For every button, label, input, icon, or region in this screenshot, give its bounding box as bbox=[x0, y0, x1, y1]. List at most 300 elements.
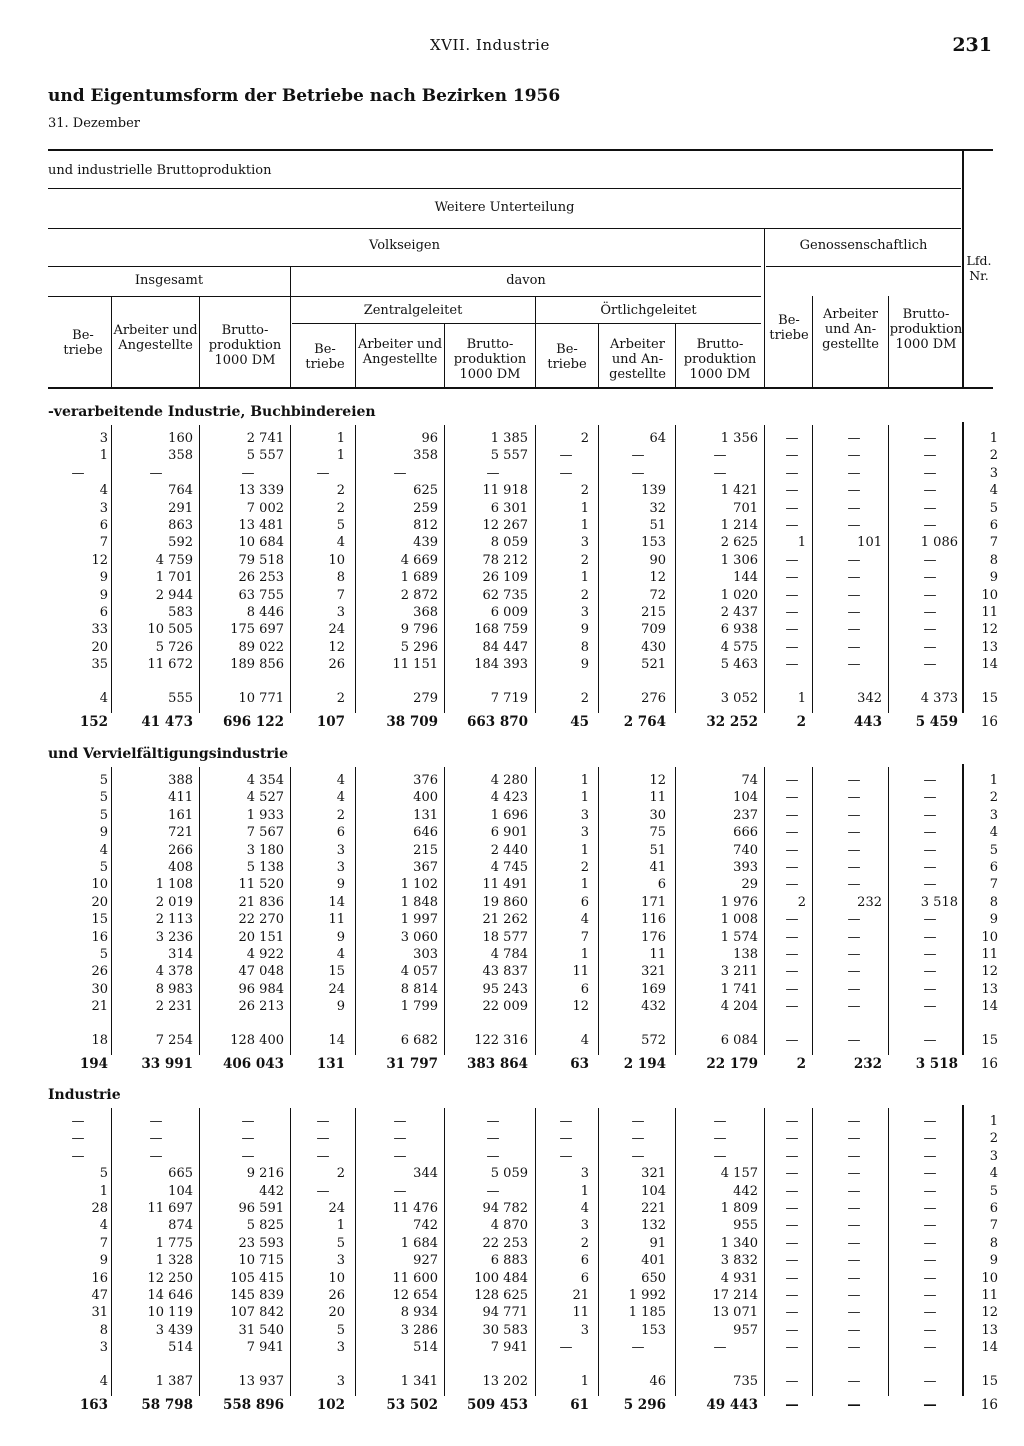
cell-genoss-betriebe: — bbox=[785, 947, 799, 962]
cell-brutto: 9 216 bbox=[246, 1166, 284, 1182]
cell-arbeiter: — bbox=[149, 1114, 163, 1129]
cell-oertlich-arbeiter: 116 bbox=[641, 912, 666, 928]
cell-genoss-brutto: — bbox=[923, 639, 937, 655]
cell-oertlich-arbeiter: 2 764 bbox=[623, 713, 666, 730]
cell-arbeiter: 514 bbox=[168, 1340, 193, 1356]
cell-genoss-betriebe: — bbox=[785, 657, 799, 673]
cell-genoss-brutto: — bbox=[923, 605, 937, 620]
header-rule-3 bbox=[48, 266, 761, 267]
cell-genoss-brutto: — bbox=[923, 1148, 937, 1164]
table-row bbox=[0, 946, 1024, 963]
cell-oertlich-arbeiter: 153 bbox=[641, 1322, 666, 1338]
cell-zentral-arbeiter: 2 872 bbox=[400, 587, 438, 603]
cell-zentral-arbeiter: — bbox=[393, 1148, 407, 1164]
cell-genoss-brutto: — bbox=[923, 999, 937, 1015]
cell-genoss-betriebe: — bbox=[785, 605, 799, 620]
cell-genoss-betriebe: — bbox=[785, 860, 799, 875]
cell-zentral-arbeiter: 38 709 bbox=[386, 713, 438, 730]
cell-genoss-betriebe: — bbox=[785, 1131, 799, 1147]
cell-genoss-brutto: 3 518 bbox=[920, 894, 958, 910]
cell-zentral-arbeiter: 1 799 bbox=[400, 999, 438, 1015]
cell-lfd-nr: 7 bbox=[989, 1218, 998, 1234]
cell-genoss-betriebe: — bbox=[785, 1288, 799, 1303]
cell-genoss-brutto: — bbox=[923, 518, 937, 533]
cell-lfd-nr: 5 bbox=[989, 500, 998, 516]
cell-betriebe: 5 bbox=[99, 1166, 108, 1182]
cell-betriebe: 16 bbox=[91, 1270, 108, 1286]
cell-betriebe: 6 bbox=[99, 518, 108, 533]
cell-brutto: 23 593 bbox=[238, 1235, 284, 1251]
cell-genoss-brutto: — bbox=[923, 1166, 937, 1182]
cell-lfd-nr: 8 bbox=[989, 552, 998, 568]
cell-oertlich-arbeiter: 75 bbox=[649, 825, 666, 841]
cell-arbeiter: 1 108 bbox=[155, 877, 193, 893]
cell-betriebe: 194 bbox=[79, 1055, 108, 1072]
cell-arbeiter: 2 019 bbox=[155, 894, 193, 910]
cell-brutto: 4 354 bbox=[246, 773, 284, 788]
cell-zentral-arbeiter: — bbox=[393, 1114, 407, 1129]
header-top-label: und industrielle Bruttoproduktion bbox=[48, 163, 272, 178]
cell-arbeiter: 583 bbox=[168, 605, 193, 620]
cell-genoss-betriebe: 1 bbox=[797, 690, 806, 706]
cell-oertlich-arbeiter: 521 bbox=[641, 657, 666, 673]
cell-genoss-brutto: — bbox=[923, 431, 937, 446]
cell-zentral-brutto: 4 280 bbox=[490, 773, 528, 788]
cell-betriebe: — bbox=[71, 1114, 85, 1129]
cell-zentral-brutto: 509 453 bbox=[466, 1396, 528, 1413]
cell-genoss-arbeiter: — bbox=[847, 947, 861, 962]
table-row bbox=[0, 1113, 1024, 1130]
cell-brutto: 1 933 bbox=[246, 807, 284, 823]
cell-oertlich-arbeiter: 650 bbox=[641, 1270, 666, 1286]
cell-oertlich-betriebe: 2 bbox=[580, 1235, 589, 1251]
cell-arbeiter: 863 bbox=[168, 518, 193, 533]
cell-genoss-betriebe: — bbox=[785, 1270, 799, 1286]
table-row bbox=[0, 859, 1024, 876]
table-row bbox=[0, 894, 1024, 911]
cell-oertlich-arbeiter: — bbox=[631, 448, 645, 464]
cell-genoss-betriebe: — bbox=[785, 431, 799, 446]
table-row bbox=[0, 963, 1024, 980]
cell-arbeiter: 8 983 bbox=[155, 981, 193, 997]
cell-arbeiter: 358 bbox=[168, 448, 193, 464]
cell-genoss-arbeiter: — bbox=[847, 825, 861, 841]
cell-lfd-nr: 10 bbox=[981, 929, 998, 945]
cell-lfd-nr: 10 bbox=[981, 1270, 998, 1286]
section-title-1: -verarbeitende Industrie, Buchbindereien bbox=[48, 404, 376, 420]
cell-genoss-brutto: — bbox=[923, 1235, 937, 1251]
table-row bbox=[0, 534, 1024, 551]
cell-oertlich-arbeiter: — bbox=[631, 1131, 645, 1147]
cell-oertlich-brutto: 22 179 bbox=[706, 1055, 758, 1072]
cell-oertlich-brutto: 1 340 bbox=[720, 1235, 758, 1251]
cell-genoss-brutto: — bbox=[923, 1270, 937, 1286]
cell-oertlich-arbeiter: — bbox=[631, 1148, 645, 1164]
cell-zentral-betriebe: 26 bbox=[328, 657, 345, 673]
cell-zentral-arbeiter: 376 bbox=[413, 773, 438, 788]
cell-betriebe: 31 bbox=[91, 1305, 108, 1321]
cell-brutto: 189 856 bbox=[230, 657, 284, 673]
cell-oertlich-arbeiter: — bbox=[631, 465, 645, 481]
cell-lfd-nr: 14 bbox=[981, 657, 998, 673]
cell-betriebe: 5 bbox=[99, 860, 108, 875]
cell-oertlich-betriebe: 2 bbox=[580, 860, 589, 875]
cell-arbeiter: 314 bbox=[168, 947, 193, 962]
cell-genoss-brutto: 5 459 bbox=[915, 713, 958, 730]
cell-zentral-betriebe: 15 bbox=[328, 964, 345, 980]
cell-zentral-arbeiter: — bbox=[393, 465, 407, 481]
cell-oertlich-brutto: 6 084 bbox=[720, 1032, 758, 1048]
cell-zentral-brutto: 6 009 bbox=[490, 605, 528, 620]
table-row bbox=[0, 1373, 1024, 1390]
cell-oertlich-arbeiter: 32 bbox=[649, 500, 666, 516]
cell-genoss-betriebe: 2 bbox=[796, 713, 806, 730]
cell-lfd-nr: 7 bbox=[989, 877, 998, 893]
cell-zentral-arbeiter: 8 934 bbox=[400, 1305, 438, 1321]
cell-genoss-arbeiter: — bbox=[847, 1166, 861, 1182]
cell-oertlich-arbeiter: 1 992 bbox=[628, 1288, 666, 1303]
cell-zentral-betriebe: 3 bbox=[336, 1373, 345, 1389]
cell-zentral-brutto: 6 301 bbox=[490, 500, 528, 516]
cell-genoss-brutto: — bbox=[923, 1032, 937, 1048]
cell-oertlich-brutto: 740 bbox=[733, 842, 758, 858]
cell-lfd-nr: 15 bbox=[981, 690, 998, 706]
page-date: 31. Dezember bbox=[48, 116, 141, 131]
table-row bbox=[0, 1148, 1024, 1165]
cell-oertlich-brutto: 442 bbox=[733, 1183, 758, 1199]
cell-zentral-brutto: 94 771 bbox=[482, 1305, 528, 1321]
cell-brutto: 107 842 bbox=[230, 1305, 284, 1321]
cell-zentral-arbeiter: 368 bbox=[413, 605, 438, 620]
cell-genoss-brutto: — bbox=[923, 1253, 937, 1269]
section-title-2: und Vervielfältigungsindustrie bbox=[48, 746, 288, 762]
cell-brutto: 13 937 bbox=[238, 1373, 284, 1389]
cell-zentral-betriebe: 4 bbox=[336, 535, 345, 551]
cell-arbeiter: 4 378 bbox=[155, 964, 193, 980]
header-genoss-brutto: Brutto- produktion 1000 DM bbox=[889, 307, 963, 352]
cell-genoss-arbeiter: — bbox=[847, 1396, 861, 1413]
cell-lfd-nr: 11 bbox=[981, 1288, 998, 1303]
cell-lfd-nr: 4 bbox=[989, 483, 998, 499]
cell-genoss-betriebe: — bbox=[785, 570, 799, 586]
cell-genoss-betriebe: — bbox=[785, 622, 799, 638]
cell-lfd-nr: 13 bbox=[981, 981, 998, 997]
cell-genoss-brutto: — bbox=[923, 448, 937, 464]
cell-genoss-arbeiter: — bbox=[847, 465, 861, 481]
table-row bbox=[0, 587, 1024, 604]
cell-genoss-betriebe: — bbox=[785, 964, 799, 980]
cell-betriebe: 10 bbox=[91, 877, 108, 893]
cell-oertlich-arbeiter: 30 bbox=[649, 807, 666, 823]
cell-oertlich-betriebe: — bbox=[559, 1114, 573, 1129]
cell-oertlich-brutto: 1 976 bbox=[720, 894, 758, 910]
table-row bbox=[0, 500, 1024, 517]
page-number: 231 bbox=[952, 34, 992, 56]
cell-genoss-arbeiter: — bbox=[847, 1148, 861, 1164]
header-zentral-arbeiter: Arbeiter und Angestellte bbox=[357, 337, 443, 367]
cell-zentral-betriebe: 4 bbox=[336, 790, 345, 806]
cell-zentral-arbeiter: 11 600 bbox=[392, 1270, 438, 1286]
cell-zentral-brutto: 30 583 bbox=[482, 1322, 528, 1338]
cell-brutto: 128 400 bbox=[230, 1032, 284, 1048]
cell-oertlich-brutto: 393 bbox=[733, 860, 758, 875]
cell-zentral-betriebe: 24 bbox=[328, 1201, 345, 1216]
cell-lfd-nr: 3 bbox=[989, 465, 998, 481]
cell-oertlich-betriebe: 61 bbox=[570, 1396, 589, 1413]
cell-oertlich-betriebe: 1 bbox=[580, 877, 589, 893]
cell-betriebe: 3 bbox=[99, 500, 108, 516]
cell-genoss-arbeiter: — bbox=[847, 999, 861, 1015]
header-genoss-arbeiter: Arbeiter und An- gestellte bbox=[822, 307, 879, 352]
cell-oertlich-betriebe: 3 bbox=[580, 807, 589, 823]
cell-oertlich-arbeiter: — bbox=[631, 1340, 645, 1356]
cell-oertlich-brutto: 104 bbox=[733, 790, 758, 806]
cell-oertlich-arbeiter: 276 bbox=[641, 690, 666, 706]
cell-genoss-brutto: — bbox=[923, 465, 937, 481]
cell-zentral-betriebe: 2 bbox=[336, 1166, 345, 1182]
cell-oertlich-brutto: 4 157 bbox=[720, 1166, 758, 1182]
cell-lfd-nr: 9 bbox=[989, 570, 998, 586]
cell-betriebe: 6 bbox=[99, 605, 108, 620]
header-weitere-unterteilung: Weitere Unterteilung bbox=[434, 200, 575, 215]
cell-genoss-arbeiter: — bbox=[847, 981, 861, 997]
cell-zentral-betriebe: 3 bbox=[336, 1340, 345, 1356]
cell-zentral-arbeiter: 358 bbox=[413, 448, 438, 464]
cell-zentral-betriebe: 1 bbox=[336, 1218, 345, 1234]
cell-betriebe: 35 bbox=[91, 657, 108, 673]
cell-arbeiter: 12 250 bbox=[147, 1270, 193, 1286]
table-row bbox=[0, 1183, 1024, 1200]
cell-lfd-nr: 13 bbox=[981, 639, 998, 655]
cell-zentral-betriebe: 24 bbox=[328, 622, 345, 638]
cell-zentral-arbeiter: 344 bbox=[413, 1166, 438, 1182]
cell-zentral-brutto: — bbox=[486, 1148, 500, 1164]
cell-betriebe: 20 bbox=[91, 894, 108, 910]
cell-arbeiter: — bbox=[149, 1148, 163, 1164]
cell-arbeiter: 14 646 bbox=[147, 1288, 193, 1303]
cell-betriebe: 8 bbox=[99, 1322, 108, 1338]
cell-oertlich-brutto: 4 204 bbox=[720, 999, 758, 1015]
cell-genoss-arbeiter: — bbox=[847, 657, 861, 673]
cell-oertlich-brutto: 1 356 bbox=[720, 431, 758, 446]
cell-arbeiter: 291 bbox=[168, 500, 193, 516]
cell-genoss-arbeiter: — bbox=[847, 448, 861, 464]
cell-oertlich-brutto: 957 bbox=[733, 1322, 758, 1338]
cell-lfd-nr: 6 bbox=[989, 518, 998, 533]
cell-zentral-betriebe: 102 bbox=[316, 1396, 345, 1413]
cell-zentral-arbeiter: 11 476 bbox=[392, 1201, 438, 1216]
cell-genoss-arbeiter: — bbox=[847, 929, 861, 945]
cell-oertlich-betriebe: 2 bbox=[580, 431, 589, 446]
cell-oertlich-betriebe: 9 bbox=[580, 622, 589, 638]
cell-zentral-arbeiter: 31 797 bbox=[386, 1055, 438, 1072]
table-row bbox=[0, 772, 1024, 789]
cell-arbeiter: 7 254 bbox=[155, 1032, 193, 1048]
cell-genoss-brutto: — bbox=[923, 825, 937, 841]
cell-oertlich-betriebe: 1 bbox=[580, 773, 589, 788]
table-row bbox=[0, 690, 1024, 707]
cell-oertlich-betriebe: 12 bbox=[572, 999, 589, 1015]
cell-betriebe: 3 bbox=[99, 431, 108, 446]
cell-oertlich-betriebe: 1 bbox=[580, 842, 589, 858]
cell-zentral-betriebe: 5 bbox=[336, 1235, 345, 1251]
cell-oertlich-brutto: 49 443 bbox=[706, 1396, 758, 1413]
header-rule-5 bbox=[292, 323, 761, 324]
cell-arbeiter: 555 bbox=[168, 690, 193, 706]
cell-zentral-brutto: 1 385 bbox=[490, 431, 528, 446]
cell-genoss-brutto: — bbox=[923, 877, 937, 893]
cell-genoss-betriebe: — bbox=[785, 1235, 799, 1251]
cell-brutto: 8 446 bbox=[246, 605, 284, 620]
cell-betriebe: 4 bbox=[99, 690, 108, 706]
table-row bbox=[0, 1339, 1024, 1356]
cell-genoss-arbeiter: — bbox=[847, 877, 861, 893]
cell-zentral-arbeiter: 9 796 bbox=[400, 622, 438, 638]
cell-lfd-nr: 8 bbox=[989, 894, 998, 910]
header-vrule-genoss bbox=[764, 228, 765, 388]
cell-arbeiter: — bbox=[149, 1131, 163, 1147]
cell-oertlich-brutto: 3 832 bbox=[720, 1253, 758, 1269]
cell-oertlich-brutto: — bbox=[713, 1148, 727, 1164]
cell-lfd-nr: 4 bbox=[989, 1166, 998, 1182]
cell-oertlich-betriebe: — bbox=[559, 1340, 573, 1356]
cell-genoss-betriebe: — bbox=[785, 1340, 799, 1356]
cell-genoss-brutto: — bbox=[923, 1114, 937, 1129]
cell-zentral-betriebe: 2 bbox=[336, 483, 345, 499]
cell-lfd-nr: 9 bbox=[989, 912, 998, 928]
cell-oertlich-betriebe: 6 bbox=[580, 894, 589, 910]
cell-lfd-nr: 14 bbox=[981, 999, 998, 1015]
cell-oertlich-brutto: 5 463 bbox=[720, 657, 758, 673]
cell-zentral-brutto: 22 009 bbox=[482, 999, 528, 1015]
cell-genoss-betriebe: 2 bbox=[796, 1055, 806, 1072]
cell-betriebe: 4 bbox=[99, 1218, 108, 1234]
cell-oertlich-arbeiter: 104 bbox=[641, 1183, 666, 1199]
table-row bbox=[0, 447, 1024, 464]
cell-brutto: 5 825 bbox=[246, 1218, 284, 1234]
cell-brutto: 22 270 bbox=[238, 912, 284, 928]
cell-oertlich-brutto: 735 bbox=[733, 1373, 758, 1389]
cell-oertlich-betriebe: 21 bbox=[572, 1288, 589, 1303]
cell-brutto: 558 896 bbox=[222, 1396, 284, 1413]
cell-zentral-brutto: 13 202 bbox=[482, 1373, 528, 1389]
cell-zentral-brutto: — bbox=[486, 1183, 500, 1199]
table-row bbox=[0, 656, 1024, 673]
table-row bbox=[0, 1322, 1024, 1339]
cell-genoss-betriebe: — bbox=[785, 465, 799, 481]
cell-oertlich-brutto: 955 bbox=[733, 1218, 758, 1234]
cell-arbeiter: 10 119 bbox=[147, 1305, 193, 1321]
cell-zentral-arbeiter: 1 848 bbox=[400, 894, 438, 910]
cell-oertlich-arbeiter: 51 bbox=[649, 842, 666, 858]
cell-zentral-betriebe: 26 bbox=[328, 1288, 345, 1303]
cell-zentral-brutto: 383 864 bbox=[466, 1055, 528, 1072]
cell-oertlich-betriebe: — bbox=[559, 1131, 573, 1147]
cell-arbeiter: 10 505 bbox=[147, 622, 193, 638]
cell-genoss-arbeiter: — bbox=[847, 639, 861, 655]
cell-oertlich-arbeiter: 1 185 bbox=[628, 1305, 666, 1321]
cell-genoss-betriebe: — bbox=[785, 1373, 799, 1389]
cell-brutto: 7 941 bbox=[246, 1340, 284, 1356]
cell-zentral-betriebe: 6 bbox=[336, 825, 345, 841]
cell-zentral-arbeiter: — bbox=[393, 1183, 407, 1199]
cell-zentral-arbeiter: 812 bbox=[413, 518, 438, 533]
cell-oertlich-arbeiter: 132 bbox=[641, 1218, 666, 1234]
cell-genoss-arbeiter: 101 bbox=[857, 535, 882, 551]
cell-zentral-arbeiter: 3 060 bbox=[400, 929, 438, 945]
cell-betriebe: 18 bbox=[91, 1032, 108, 1048]
cell-brutto: 10 771 bbox=[238, 690, 284, 706]
cell-zentral-betriebe: — bbox=[316, 465, 330, 481]
cell-lfd-nr: 3 bbox=[989, 1148, 998, 1164]
cell-oertlich-brutto: 1 809 bbox=[720, 1201, 758, 1216]
cell-zentral-brutto: 4 784 bbox=[490, 947, 528, 962]
header-oertlich-betriebe: Be- triebe bbox=[547, 342, 587, 372]
cell-genoss-betriebe: — bbox=[785, 1201, 799, 1216]
cell-lfd-nr: 2 bbox=[989, 790, 998, 806]
cell-zentral-arbeiter: 742 bbox=[413, 1218, 438, 1234]
cell-oertlich-arbeiter: 432 bbox=[641, 999, 666, 1015]
cell-arbeiter: 764 bbox=[168, 483, 193, 499]
cell-oertlich-brutto: 701 bbox=[733, 500, 758, 516]
cell-zentral-betriebe: 2 bbox=[336, 690, 345, 706]
cell-oertlich-brutto: 1 020 bbox=[720, 587, 758, 603]
cell-oertlich-arbeiter: 51 bbox=[649, 518, 666, 533]
cell-zentral-betriebe: 5 bbox=[336, 518, 345, 533]
cell-zentral-brutto: — bbox=[486, 1114, 500, 1129]
cell-oertlich-betriebe: — bbox=[559, 465, 573, 481]
cell-arbeiter: 408 bbox=[168, 860, 193, 875]
cell-zentral-betriebe: 9 bbox=[336, 929, 345, 945]
cell-zentral-brutto: 663 870 bbox=[466, 713, 528, 730]
table-row bbox=[0, 1032, 1024, 1049]
table-row bbox=[0, 929, 1024, 946]
cell-oertlich-brutto: 2 437 bbox=[720, 605, 758, 620]
cell-genoss-betriebe: — bbox=[785, 1032, 799, 1048]
cell-oertlich-arbeiter: 6 bbox=[657, 877, 666, 893]
cell-zentral-brutto: 18 577 bbox=[482, 929, 528, 945]
cell-betriebe: 5 bbox=[99, 790, 108, 806]
cell-arbeiter: 266 bbox=[168, 842, 193, 858]
cell-zentral-betriebe: 2 bbox=[336, 807, 345, 823]
cell-zentral-betriebe: 1 bbox=[336, 431, 345, 446]
cell-lfd-nr: 9 bbox=[989, 1253, 998, 1269]
cell-arbeiter: 411 bbox=[168, 790, 193, 806]
cell-oertlich-brutto: 4 575 bbox=[720, 639, 758, 655]
cell-brutto: 47 048 bbox=[238, 964, 284, 980]
cell-oertlich-brutto: 1 214 bbox=[720, 518, 758, 533]
cell-oertlich-betriebe: 63 bbox=[570, 1055, 589, 1072]
cell-zentral-betriebe: — bbox=[316, 1148, 330, 1164]
cell-oertlich-arbeiter: 41 bbox=[649, 860, 666, 875]
cell-genoss-brutto: — bbox=[923, 842, 937, 858]
cell-zentral-betriebe: 3 bbox=[336, 842, 345, 858]
cell-oertlich-betriebe: 3 bbox=[580, 535, 589, 551]
cell-zentral-brutto: 22 253 bbox=[482, 1235, 528, 1251]
cell-genoss-betriebe: 2 bbox=[797, 894, 806, 910]
cell-oertlich-betriebe: — bbox=[559, 448, 573, 464]
cell-zentral-betriebe: 3 bbox=[336, 1253, 345, 1269]
cell-zentral-arbeiter: 1 997 bbox=[400, 912, 438, 928]
cell-genoss-brutto: 4 373 bbox=[920, 690, 958, 706]
cell-zentral-betriebe: 9 bbox=[336, 999, 345, 1015]
cell-zentral-brutto: 122 316 bbox=[474, 1032, 528, 1048]
header-rule-2 bbox=[48, 228, 961, 229]
header-oertlich-arbeiter: Arbeiter und An- gestellte bbox=[609, 337, 666, 382]
table-row bbox=[0, 465, 1024, 482]
cell-oertlich-betriebe: 1 bbox=[580, 790, 589, 806]
cell-betriebe: 152 bbox=[79, 713, 108, 730]
